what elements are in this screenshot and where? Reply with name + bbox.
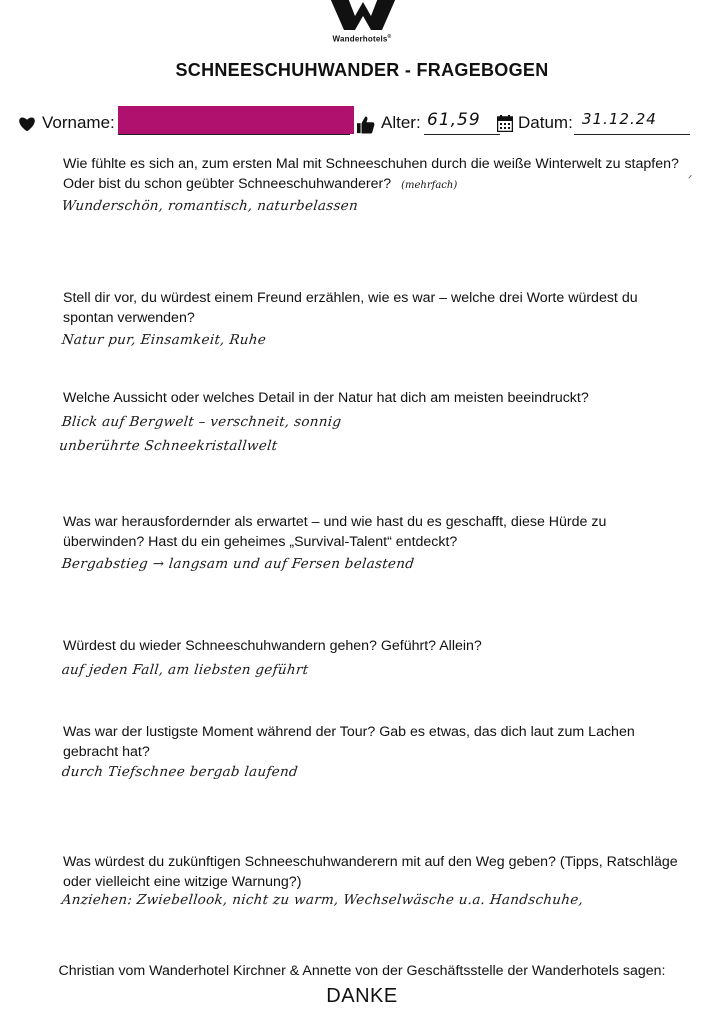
answer-2: Natur pur, Einsamkeit, Ruhe xyxy=(60,332,267,348)
vorname-label: Vorname: xyxy=(42,113,115,132)
answer-5: auf jeden Fall, am liebsten geführt xyxy=(60,662,310,678)
thanks-text: DANKE xyxy=(326,985,398,1007)
personal-info-row xyxy=(14,108,704,138)
answer-4: Bergabstieg → langsam und auf Fersen belastend xyxy=(60,556,416,572)
vorname-redaction xyxy=(118,106,354,134)
calendar-icon xyxy=(497,115,513,132)
question-7: Was würdest du zukünftigen Schneeschuhwanderern mit auf den Weg geben? (Tipps, Ratschläge oder vielleicht eine witzige Warnung?) xyxy=(63,854,678,890)
thumbs-up-icon xyxy=(357,116,375,134)
vorname-line xyxy=(118,134,350,135)
answer-3: Blick auf Bergwelt – verschneit, sonnig unberührte Schneekristallwelt xyxy=(58,414,343,454)
footer-text: Christian vom Wanderhotel Kirchner & Annette von der Geschäftsstelle der Wanderhotels sagen: xyxy=(58,963,666,979)
alter-label: Alter: xyxy=(381,113,421,132)
answer-6: durch Tiefschnee bergab laufend xyxy=(60,764,299,780)
page-title: SCHNEESCHUHWANDER - FRAGEBOGEN xyxy=(175,60,549,80)
wanderhotels-logo xyxy=(330,0,396,32)
question-4: Was war herausfordernder als erwartet – und wie hast du es geschafft, diese Hürde zu überwinden? Hast du ein geheimes „Survival-Talent“ entdeckt? xyxy=(63,514,607,550)
alter-line xyxy=(424,134,500,135)
stray-pen-mark: ᐟ xyxy=(688,174,693,185)
datum-line xyxy=(574,134,690,135)
question-2: Stell dir vor, du würdest einem Freund erzählen, wie es war – welche drei Worte würdest du spontan verwenden? xyxy=(63,290,638,326)
alter-value: 61,59 xyxy=(427,110,481,130)
heart-icon xyxy=(18,116,36,132)
brand-name: Wanderhotels® xyxy=(332,34,392,44)
question-5: Würdest du wieder Schneeschuhwandern gehen? Geführt? Allein? xyxy=(63,638,482,654)
question-6: Was war der lustigste Moment während der Tour? Gab es etwas, das dich laut zum Lachen gebracht hat? xyxy=(63,724,635,760)
question-1: Wie fühlte es sich an, zum ersten Mal mit Schneeschuhen durch die weiße Winterwelt zu stapfen? Oder bist du schon geübter Schneeschuhwanderer? (mehrfach) xyxy=(63,156,679,192)
datum-value: 31.12.24 xyxy=(582,110,657,128)
datum-label: Datum: xyxy=(518,113,573,132)
answer-7: Anziehen: Zwiebellook, nicht zu warm, Wechselwäsche u.a. Handschuhe, xyxy=(60,892,585,908)
question-1-note: (mehrfach) xyxy=(401,180,458,191)
answer-1: Wunderschön, romantisch, naturbelassen xyxy=(60,198,359,214)
question-3: Welche Aussicht oder welches Detail in der Natur hat dich am meisten beeindruckt? xyxy=(63,390,589,406)
